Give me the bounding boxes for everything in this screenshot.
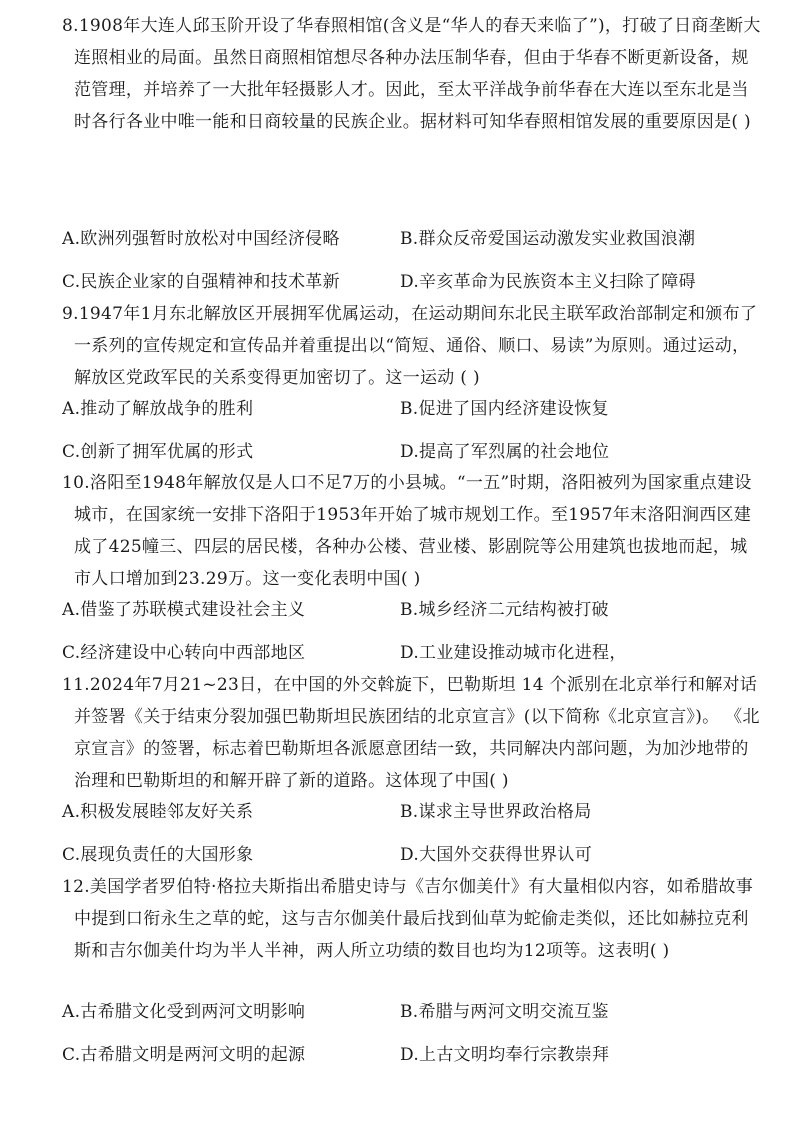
question-12-option-d: D.上古文明均奉行宗教崇拜 — [400, 1045, 610, 1065]
question-9-option-c: C.创新了拥军优属的形式 — [62, 442, 254, 462]
question-8-option-b: B.群众反帝爱国运动激发实业救国浪潮 — [400, 229, 696, 249]
question-10-stem: 10.洛阳至1948年解放仅是人口不足7万的小县城。“一五”时期，洛阳被列为国家重点建设城市，在国家统一安排下洛阳于1953年开始了城市规划工作。至1957年末洛阳涧西区建成了425幢三、四层的居民楼，各种办公楼、营业楼、影剧院等公用建筑也拔地而起，城市人口增加到23.29万。这一变化表明中国( ) — [62, 473, 752, 589]
question-8-option-a: A.欧洲列强暂时放松对中国经济侵略 — [62, 229, 340, 249]
question-9-option-d: D.提高了军烈属的社会地位 — [400, 442, 610, 462]
question-10-option-d: D.工业建设推动城市化进程， — [400, 643, 627, 663]
question-9-option-b: B.促进了国内经济建设恢复 — [400, 399, 609, 419]
question-12-stem: 12.美国学者罗伯特·格拉夫斯指出希腊史诗与《吉尔伽美什》有大量相似内容，如希腊故事中提到口衔永生之草的蛇，这与吉尔伽美什最后找到仙草为蛇偷走类似，还比如赫拉克利斯和吉尔伽美什均为半人半神，两人所立功绩的数目也均为12项等。这表明( ) — [62, 877, 754, 961]
question-8-option-d: D.辛亥革命为民族资本主义扫除了障碍 — [400, 272, 696, 292]
question-12-option-c: C.古希腊文明是两河文明的起源 — [62, 1045, 306, 1065]
question-8-option-c: C.民族企业家的自强精神和技术革新 — [62, 272, 340, 292]
question-11-option-d: D.大国外交获得世界认可 — [400, 845, 593, 865]
question-10-option-c: C.经济建设中心转向中西部地区 — [62, 643, 306, 663]
question-12-option-a: A.古希腊文化受到两河文明影响 — [62, 1002, 306, 1022]
question-8-stem: 8.1908年大连人邱玉阶开设了华春照相馆(含义是“华人的春天来临了”)，打破了日商垄断大连照相业的局面。虽然日商照相馆想尽各种办法压制华春，但由于华春不断更新设备，规范管理，并培养了一大批年轻摄影人才。因此，至太平洋战争前华春在大连以至东北是当时各行各业中唯一能和日商较量的民族企业。据材料可知华春照相馆发展的重要原因是( ) — [62, 16, 761, 132]
question-11-option-a: A.积极发展睦邻友好关系 — [62, 802, 254, 822]
question-11-option-b: B.谋求主导世界政治格局 — [400, 802, 592, 822]
question-9-option-a: A.推动了解放战争的胜利 — [62, 399, 254, 419]
question-9-stem: 9.1947年1月东北解放区开展拥军优属运动，在运动期间东北民主联军政治部制定和颁布了一系列的宣传规定和宣传品并着重提出以“简短、通俗、顺口、易读”为原则。通过运动，解放区党政军民的关系变得更加密切了。这一运动 ( ) — [62, 304, 758, 388]
question-10-option-b: B.城乡经济二元结构被打破 — [400, 600, 609, 620]
question-11-stem: 11.2024年7月21~23日，在中国的外交斡旋下，巴勒斯坦 14 个派别在北京举行和解对话并签署《关于结束分裂加强巴勒斯坦民族团结的北京宣言》(以下简称《北京宣言》)。 《北京宣言》的签署，标志着巴勒斯坦各派愿意团结一致，共同解决内部问题，为加沙地带的治理和巴勒斯坦的和解开辟了新的道路。这体现了中国( ) — [62, 675, 760, 791]
question-12-option-b: B.希腊与两河文明交流互鉴 — [400, 1002, 609, 1022]
question-10-option-a: A.借鉴了苏联模式建设社会主义 — [62, 600, 306, 620]
question-11-option-c: C.展现负责任的大国形象 — [62, 845, 254, 865]
